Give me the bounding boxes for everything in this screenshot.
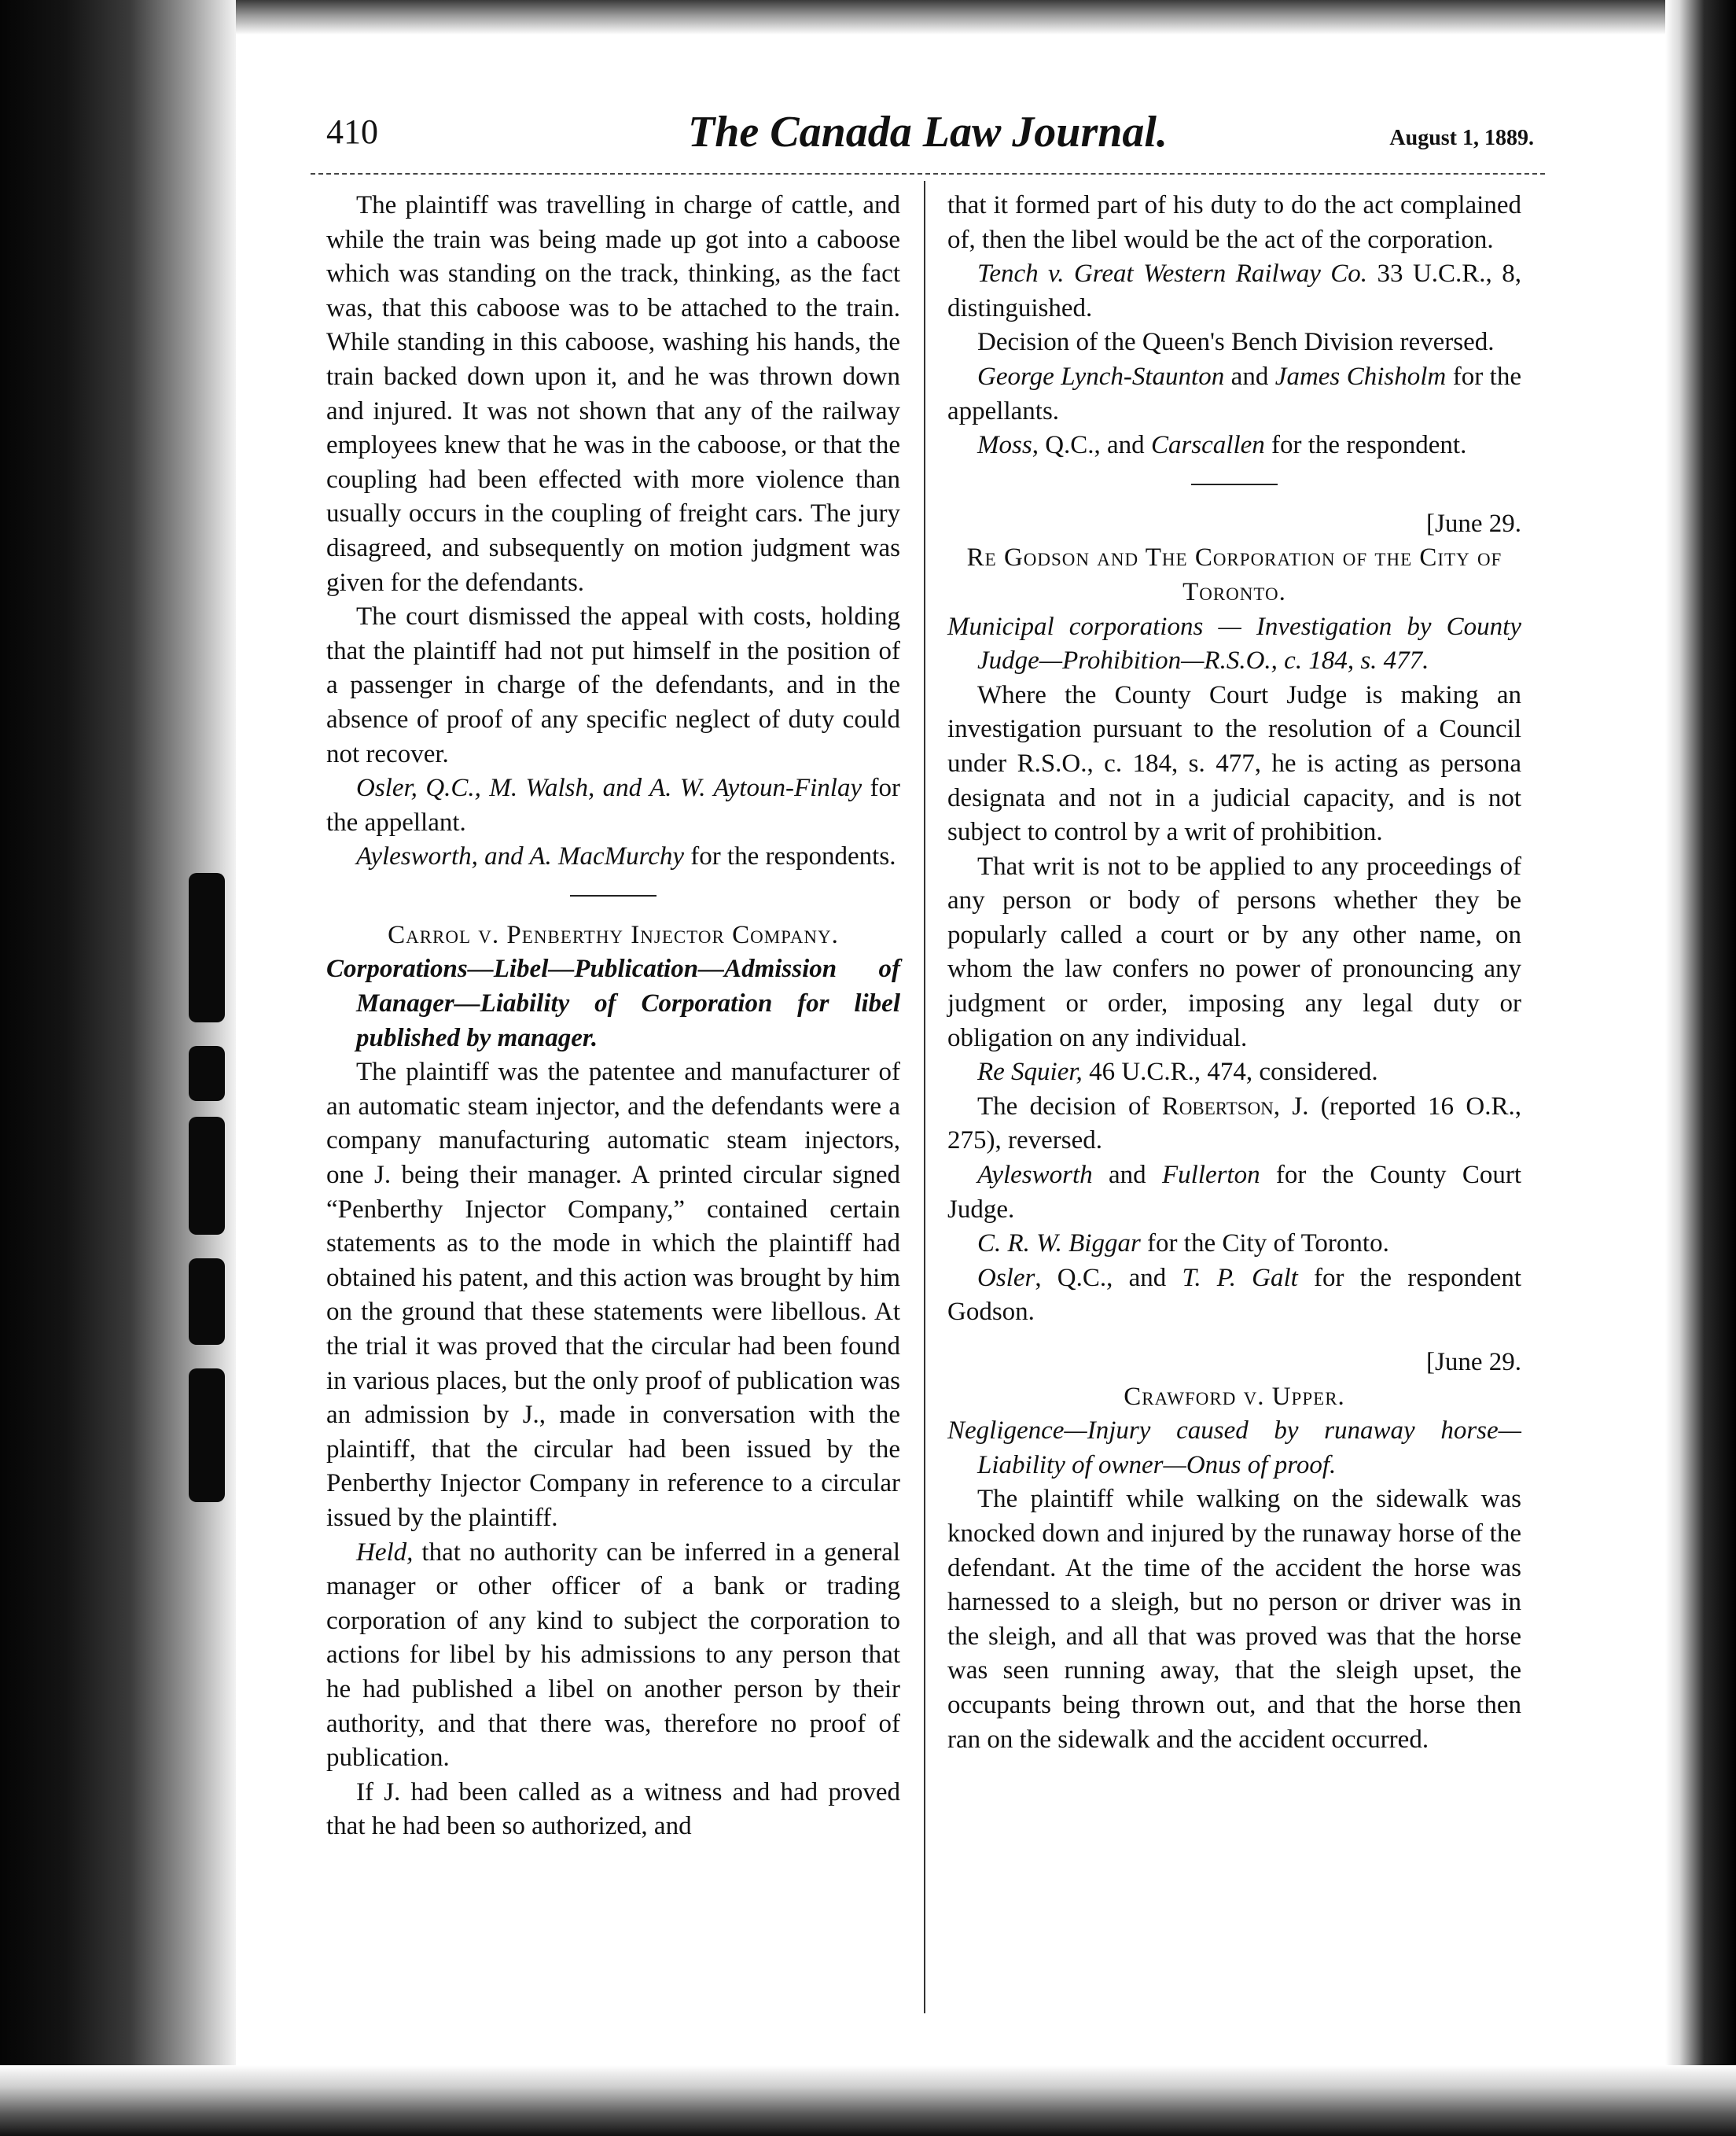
- paragraph: If J. had been called as a witness and had proved that he had been so authorized, and: [326, 1777, 900, 1841]
- spine-mark: [189, 1046, 225, 1101]
- counsel-names: Aylesworth, and A. MacMurchy: [356, 842, 685, 871]
- journal-page: [311, 94, 1545, 2029]
- running-header: [311, 102, 1545, 165]
- spine-mark: [189, 1258, 225, 1345]
- paragraph: Decision of the Queen's Bench Division reversed.: [977, 328, 1495, 357]
- judge-name: Robertson: [1161, 1092, 1274, 1121]
- scan-right-edge: [1665, 0, 1736, 2136]
- section-rule: [1191, 484, 1278, 485]
- paragraph: That writ is not to be applied to any proceedings of any person or body of persons whether they be popularly called a court or by any other name, on whom the law confers no power of pronouncing any judgment or order, imposing any legal duty or obligation on any individual.: [947, 852, 1521, 1052]
- case-title: Carrol v. Penberthy Injector Company.: [388, 920, 839, 949]
- spine-mark: [189, 1368, 225, 1502]
- counsel-names: Osler, Q.C., M. Walsh, and A. W. Aytoun-Finlay: [356, 774, 862, 803]
- left-column: [326, 189, 900, 1844]
- counsel-line: C. R. W. Biggar for the City of Toronto.: [977, 1229, 1389, 1258]
- paragraph: Re Squier, 46 U.C.R., 474, considered.: [977, 1058, 1378, 1087]
- paragraph: Where the County Court Judge is making an investigation pursuant to the resolution of a Council under R.S.O., c. 184, s. 477, he is acting as persona designata and not in a judicial capacity, and is not subject to control by a writ of prohibition.: [947, 680, 1521, 847]
- scan-top-edge: [0, 0, 1736, 35]
- decision-date: [June 29.: [1426, 1348, 1521, 1376]
- column-divider: [924, 181, 925, 2013]
- paragraph: The plaintiff was the patentee and manufacturer of an automatic steam injector, and the defendants were a company manufacturing automatic steam injectors, one J. being their manager. A printed circular signed “Penberthy Injector Company,” contained certain statements as to the mode in which the plaintiff had obtained his patent, and this action was brought by him on the ground that these statements were libellous. At the trial it was proved that the circular had been found in various places, but the only proof of publication was an admission by J., made in conversation with the plaintiff, that the circular had been issued by the Penberthy Injector Company in reference to a circular issued by the plaintiff.: [326, 1058, 900, 1532]
- case-catchwords: Municipal corporations — Investigation by County Judge—Prohibition—R.S.O., c. 184, s. 477.: [947, 612, 1521, 676]
- cited-case: Tench v. Great Western Railway Co.: [977, 260, 1368, 289]
- decision-date: [June 29.: [1426, 509, 1521, 538]
- counsel-line: Osler, Q.C., M. Walsh, and A. W. Aytoun-Finlay for the appellant.: [326, 774, 901, 837]
- counsel-line: George Lynch-Staunton and James Chisholm for the appellants.: [947, 362, 1521, 425]
- scan-bottom-edge: [0, 2065, 1736, 2136]
- counsel-line: Aylesworth, and A. MacMurchy for the respondents.: [356, 842, 896, 871]
- paragraph: The court dismissed the appeal with costs, holding that the plaintiff had not put himself in the position of a passenger in charge of the defendants, and in the absence of proof of any specific neglect of duty could not recover.: [326, 602, 900, 768]
- spine-mark: [189, 1117, 225, 1235]
- cited-case: Re Squier,: [977, 1058, 1083, 1087]
- case-catchwords: Corporations—Libel—Publication—Admission of Manager—Liability of Corporation for libel published by manager.: [326, 955, 900, 1052]
- paragraph: The decision of Robertson, J. (reported 16 O.R., 275), reversed.: [947, 1092, 1521, 1155]
- counsel-line: Osler, Q.C., and T. P. Galt for the respondent Godson.: [947, 1263, 1521, 1327]
- paragraph: Held, that no authority can be inferred in a general manager or other officer of a bank or trading corporation of any kind to subject the corporation to actions for libel by his admissions to any person that he had published a libel on another person by their authority, and that there was, therefore no proof of publication.: [326, 1538, 900, 1773]
- section-rule: [570, 895, 657, 897]
- paragraph: Tench v. Great Western Railway Co. 33 U.C.R., 8, distinguished.: [947, 260, 1521, 322]
- case-catchwords: Negligence—Injury caused by runaway horse—Liability of owner—Onus of proof.: [947, 1416, 1521, 1479]
- paragraph: The plaintiff while walking on the sidewalk was knocked down and injured by the runaway horse of the defendant. At the time of the accident the horse was harnessed to a sleigh, but no person or driver was in the sleigh, and all that was proved was that the horse was seen running away, that the sleigh upset, the occupants being thrown out, and that the horse then ran on the sidewalk and the accident occurred.: [947, 1485, 1521, 1754]
- book-spine-shadow: [0, 0, 236, 2136]
- journal-title: The Canada Law Journal.: [688, 108, 1168, 157]
- header-rule: [311, 173, 1545, 175]
- issue-date: August 1, 1889.: [1389, 126, 1534, 150]
- paragraph: The plaintiff was travelling in charge of cattle, and while the train was being made up got into a caboose which was standing on the track, thinking, as the fact was, that this caboose was to be attached to the train. While standing in this caboose, washing his hands, the train backed down upon it, and he was thrown down and injured. It was not shown that any of the railway employees knew that he was in the caboose, or that the coupling had been effected with more violence than usually occurs in the coupling of freight cars. The jury disagreed, and subsequently on motion judgment was given for the defendants.: [326, 191, 900, 597]
- spine-mark: [189, 873, 225, 1022]
- case-title: Re Godson and The Corporation of the City of Toronto.: [966, 543, 1502, 606]
- page-number: 410: [326, 112, 378, 151]
- held-label: Held,: [356, 1538, 414, 1567]
- counsel-line: Moss, Q.C., and Carscallen for the respondent.: [977, 431, 1467, 460]
- spacer: [947, 1330, 1521, 1346]
- case-title: Crawford v. Upper.: [1124, 1382, 1345, 1411]
- right-column: [947, 189, 1521, 1757]
- counsel-line: Aylesworth and Fullerton for the County Court Judge.: [947, 1161, 1521, 1224]
- paragraph: that it formed part of his duty to do the act complained of, then the libel would be the act of the corporation.: [947, 191, 1521, 254]
